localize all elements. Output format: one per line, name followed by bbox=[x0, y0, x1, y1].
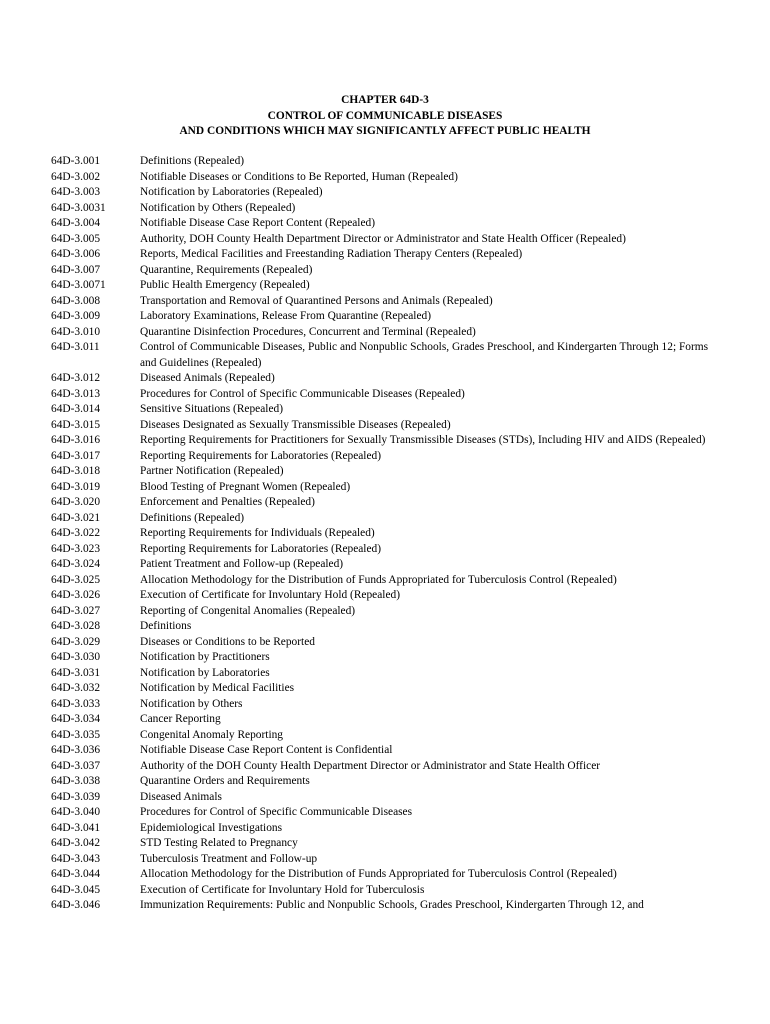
rule-title: Authority, DOH County Health Department Director or Administrator and State Health Officer (Repealed) bbox=[140, 232, 626, 245]
rule-entry bbox=[51, 635, 723, 651]
rule-title: Cancer Reporting bbox=[140, 713, 221, 725]
rule-title: Execution of Certificate for Involuntary Hold for Tuberculosis bbox=[140, 883, 425, 896]
rule-entry bbox=[51, 867, 723, 883]
rule-entry bbox=[51, 666, 723, 682]
rule-title: Tuberculosis Treatment and Follow-up bbox=[140, 852, 318, 865]
rule-entry bbox=[51, 247, 723, 263]
rule-number: 64D-3.038 bbox=[51, 775, 101, 787]
rule-entry bbox=[51, 650, 723, 666]
rule-title: Definitions (Repealed) bbox=[140, 511, 245, 524]
rule-title: Diseased Animals (Repealed) bbox=[140, 372, 275, 384]
rule-title: Laboratory Examinations, Release From Quarantine (Repealed) bbox=[140, 310, 431, 322]
chapter-heading bbox=[0, 93, 770, 140]
rule-title: Partner Notification (Repealed) bbox=[140, 465, 284, 477]
rule-number: 64D-3.018 bbox=[51, 465, 101, 477]
rule-number: 64D-3.041 bbox=[51, 821, 101, 834]
rule-entry bbox=[51, 433, 723, 449]
rule-title: Notifiable Diseases or Conditions to Be Reported, Human (Repealed) bbox=[140, 170, 458, 183]
rule-number: 64D-3.024 bbox=[51, 558, 101, 570]
rule-number: 64D-3.030 bbox=[51, 651, 101, 663]
chapter-title: CONTROL OF COMMUNICABLE DISEASES bbox=[267, 109, 503, 122]
rule-title: Public Health Emergency (Repealed) bbox=[140, 279, 310, 291]
rule-number: 64D-3.028 bbox=[51, 620, 101, 632]
rule-entry bbox=[51, 805, 723, 821]
rule-number: 64D-3.004 bbox=[51, 217, 101, 229]
rule-entry bbox=[51, 216, 723, 232]
chapter-number: CHAPTER 64D-3 bbox=[341, 94, 429, 106]
rule-title: Enforcement and Penalties (Repealed) bbox=[140, 496, 315, 508]
rule-entry bbox=[51, 185, 723, 201]
rule-number: 64D-3.036 bbox=[51, 744, 101, 756]
rule-number: 64D-3.007 bbox=[51, 263, 101, 276]
rule-entry bbox=[51, 278, 723, 294]
rule-entry bbox=[51, 511, 723, 527]
rule-title: Notification by Laboratories (Repealed) bbox=[140, 186, 323, 198]
rule-entry bbox=[51, 573, 723, 589]
rule-title: Authority of the DOH County Health Department Director or Administrator and State Health Officer bbox=[140, 759, 601, 772]
rule-title: Diseases Designated as Sexually Transmissible Diseases (Repealed) bbox=[140, 418, 451, 431]
rule-entry bbox=[51, 821, 723, 837]
rule-title: Allocation Methodology for the Distribution of Funds Appropriated for Tuberculosis Control (Repealed) bbox=[140, 868, 617, 880]
rule-number: 64D-3.022 bbox=[51, 527, 101, 539]
rule-entry bbox=[51, 759, 723, 775]
rule-title: Notification by Medical Facilities bbox=[140, 682, 295, 694]
rule-entry bbox=[51, 449, 723, 465]
rule-number: 64D-3.013 bbox=[51, 387, 101, 400]
rule-number: 64D-3.012 bbox=[51, 372, 101, 384]
rule-title: Diseased Animals bbox=[140, 790, 222, 803]
rule-number: 64D-3.015 bbox=[51, 418, 101, 431]
rule-title: Quarantine Disinfection Procedures, Concurrent and Terminal (Repealed) bbox=[140, 325, 476, 338]
rule-title: Transportation and Removal of Quarantined Persons and Animals (Repealed) bbox=[140, 294, 493, 307]
rule-title: Epidemiological Investigations bbox=[140, 821, 283, 834]
rule-entry bbox=[51, 309, 723, 325]
rule-title: Reporting Requirements for Laboratories (Repealed) bbox=[140, 449, 382, 462]
rule-number: 64D-3.043 bbox=[51, 852, 101, 865]
rule-title: Notification by Practitioners bbox=[140, 651, 270, 663]
rule-number: 64D-3.039 bbox=[51, 790, 101, 803]
rule-number: 64D-3.035 bbox=[51, 728, 101, 741]
rule-title: Notification by Laboratories bbox=[140, 666, 270, 679]
rule-number: 64D-3.032 bbox=[51, 682, 101, 694]
rule-title: Notification by Others (Repealed) bbox=[140, 201, 296, 214]
rule-entry bbox=[51, 697, 723, 713]
rule-title: Reporting Requirements for Individuals (Repealed) bbox=[140, 527, 375, 539]
rule-entry bbox=[51, 325, 723, 341]
rule-entry bbox=[51, 852, 723, 868]
rule-number: 64D-3.005 bbox=[51, 232, 101, 245]
rule-entry bbox=[51, 232, 723, 248]
rule-entry bbox=[51, 371, 723, 387]
rule-number: 64D-3.042 bbox=[51, 837, 101, 849]
rule-number: 64D-3.023 bbox=[51, 542, 101, 555]
rule-number: 64D-3.008 bbox=[51, 294, 101, 307]
rule-entry bbox=[51, 340, 723, 371]
rule-entry bbox=[51, 728, 723, 744]
rule-number: 64D-3.020 bbox=[51, 496, 101, 508]
rule-title: Control of Communicable Diseases, Public and Nonpublic Schools, Grades Preschool, and Kindergarten Through 12; Forms and Guidelines (Repealed) bbox=[140, 341, 709, 369]
rule-number: 64D-3.037 bbox=[51, 759, 101, 772]
rule-number: 64D-3.019 bbox=[51, 480, 101, 493]
rule-title: Definitions (Repealed) bbox=[140, 155, 245, 167]
rule-number: 64D-3.001 bbox=[51, 155, 101, 167]
rule-number: 64D-3.025 bbox=[51, 573, 101, 586]
rule-number: 64D-3.014 bbox=[51, 403, 101, 415]
rule-title: Notifiable Disease Case Report Content (Repealed) bbox=[140, 217, 376, 229]
rule-title: Immunization Requirements: Public and Nonpublic Schools, Grades Preschool, Kindergarten Through 12, and bbox=[140, 899, 644, 911]
rule-number: 64D-3.031 bbox=[51, 666, 101, 679]
rule-list bbox=[51, 154, 723, 914]
rule-number: 64D-3.044 bbox=[51, 868, 101, 880]
rule-title: Reporting of Congenital Anomalies (Repealed) bbox=[140, 604, 356, 617]
rule-title: Procedures for Control of Specific Communicable Diseases (Repealed) bbox=[140, 387, 465, 400]
rule-entry bbox=[51, 526, 723, 542]
rule-entry bbox=[51, 418, 723, 434]
rule-entry bbox=[51, 743, 723, 759]
rule-number: 64D-3.006 bbox=[51, 248, 101, 260]
rule-title: Reporting Requirements for Practitioners for Sexually Transmissible Diseases (STDs), Including HIV and AIDS (Repealed) bbox=[140, 434, 706, 446]
rule-title: Procedures for Control of Specific Communicable Diseases bbox=[140, 806, 413, 818]
rule-entry bbox=[51, 619, 723, 635]
rule-number: 64D-3.033 bbox=[51, 697, 101, 710]
rule-title: Execution of Certificate for Involuntary Hold (Repealed) bbox=[140, 589, 400, 601]
rule-title: Definitions bbox=[140, 620, 192, 632]
rule-entry bbox=[51, 387, 723, 403]
rule-number: 64D-3.046 bbox=[51, 899, 101, 911]
rule-title: Diseases or Conditions to be Reported bbox=[140, 635, 315, 648]
rule-entry bbox=[51, 712, 723, 728]
rule-title: Notifiable Disease Case Report Content is Confidential bbox=[140, 744, 393, 756]
rule-entry bbox=[51, 588, 723, 604]
rule-entry bbox=[51, 774, 723, 790]
rule-number: 64D-3.010 bbox=[51, 325, 101, 338]
rule-title: Quarantine Orders and Requirements bbox=[140, 775, 310, 787]
rule-entry bbox=[51, 542, 723, 558]
rule-entry bbox=[51, 480, 723, 496]
rule-title: Reports, Medical Facilities and Freestanding Radiation Therapy Centers (Repealed) bbox=[140, 248, 523, 260]
rule-entry bbox=[51, 604, 723, 620]
rule-entry bbox=[51, 263, 723, 279]
rule-entry bbox=[51, 557, 723, 573]
rule-number: 64D-3.029 bbox=[51, 635, 101, 648]
rule-number: 64D-3.017 bbox=[51, 449, 101, 462]
rule-entry bbox=[51, 464, 723, 480]
rule-title: STD Testing Related to Pregnancy bbox=[140, 837, 298, 849]
rule-entry bbox=[51, 495, 723, 511]
rule-title: Patient Treatment and Follow-up (Repealed) bbox=[140, 558, 344, 570]
rule-entry bbox=[51, 836, 723, 852]
rule-entry bbox=[51, 201, 723, 217]
rule-number: 64D-3.045 bbox=[51, 883, 101, 896]
rule-title: Blood Testing of Pregnant Women (Repealed) bbox=[140, 480, 351, 493]
rule-title: Allocation Methodology for the Distribution of Funds Appropriated for Tuberculosis Control (Repealed) bbox=[140, 573, 617, 586]
rule-number: 64D-3.027 bbox=[51, 604, 101, 617]
rule-number: 64D-3.026 bbox=[51, 589, 101, 601]
rule-number: 64D-3.040 bbox=[51, 806, 101, 818]
rule-entry bbox=[51, 681, 723, 697]
rule-entry bbox=[51, 294, 723, 310]
rule-title: Reporting Requirements for Laboratories (Repealed) bbox=[140, 542, 382, 555]
rule-entry bbox=[51, 883, 723, 899]
rule-title: Notification by Others bbox=[140, 697, 243, 710]
rule-entry bbox=[51, 170, 723, 186]
rule-number: 64D-3.011 bbox=[51, 341, 100, 353]
rule-entry bbox=[51, 154, 723, 170]
rule-number: 64D-3.0071 bbox=[51, 279, 106, 291]
rule-title: Congenital Anomaly Reporting bbox=[140, 728, 283, 741]
rule-entry bbox=[51, 790, 723, 806]
rule-number: 64D-3.002 bbox=[51, 170, 101, 183]
rule-entry bbox=[51, 898, 723, 914]
rule-number: 64D-3.009 bbox=[51, 310, 101, 322]
rule-number: 64D-3.021 bbox=[51, 511, 101, 524]
rule-entry bbox=[51, 402, 723, 418]
rule-number: 64D-3.003 bbox=[51, 186, 101, 198]
rule-number: 64D-3.0031 bbox=[51, 201, 106, 214]
rule-number: 64D-3.016 bbox=[51, 434, 101, 446]
rule-title: Sensitive Situations (Repealed) bbox=[140, 403, 283, 415]
chapter-subtitle: AND CONDITIONS WHICH MAY SIGNIFICANTLY AFFECT PUBLIC HEALTH bbox=[179, 125, 591, 138]
rule-title: Quarantine, Requirements (Repealed) bbox=[140, 263, 313, 276]
rule-number: 64D-3.034 bbox=[51, 713, 101, 725]
